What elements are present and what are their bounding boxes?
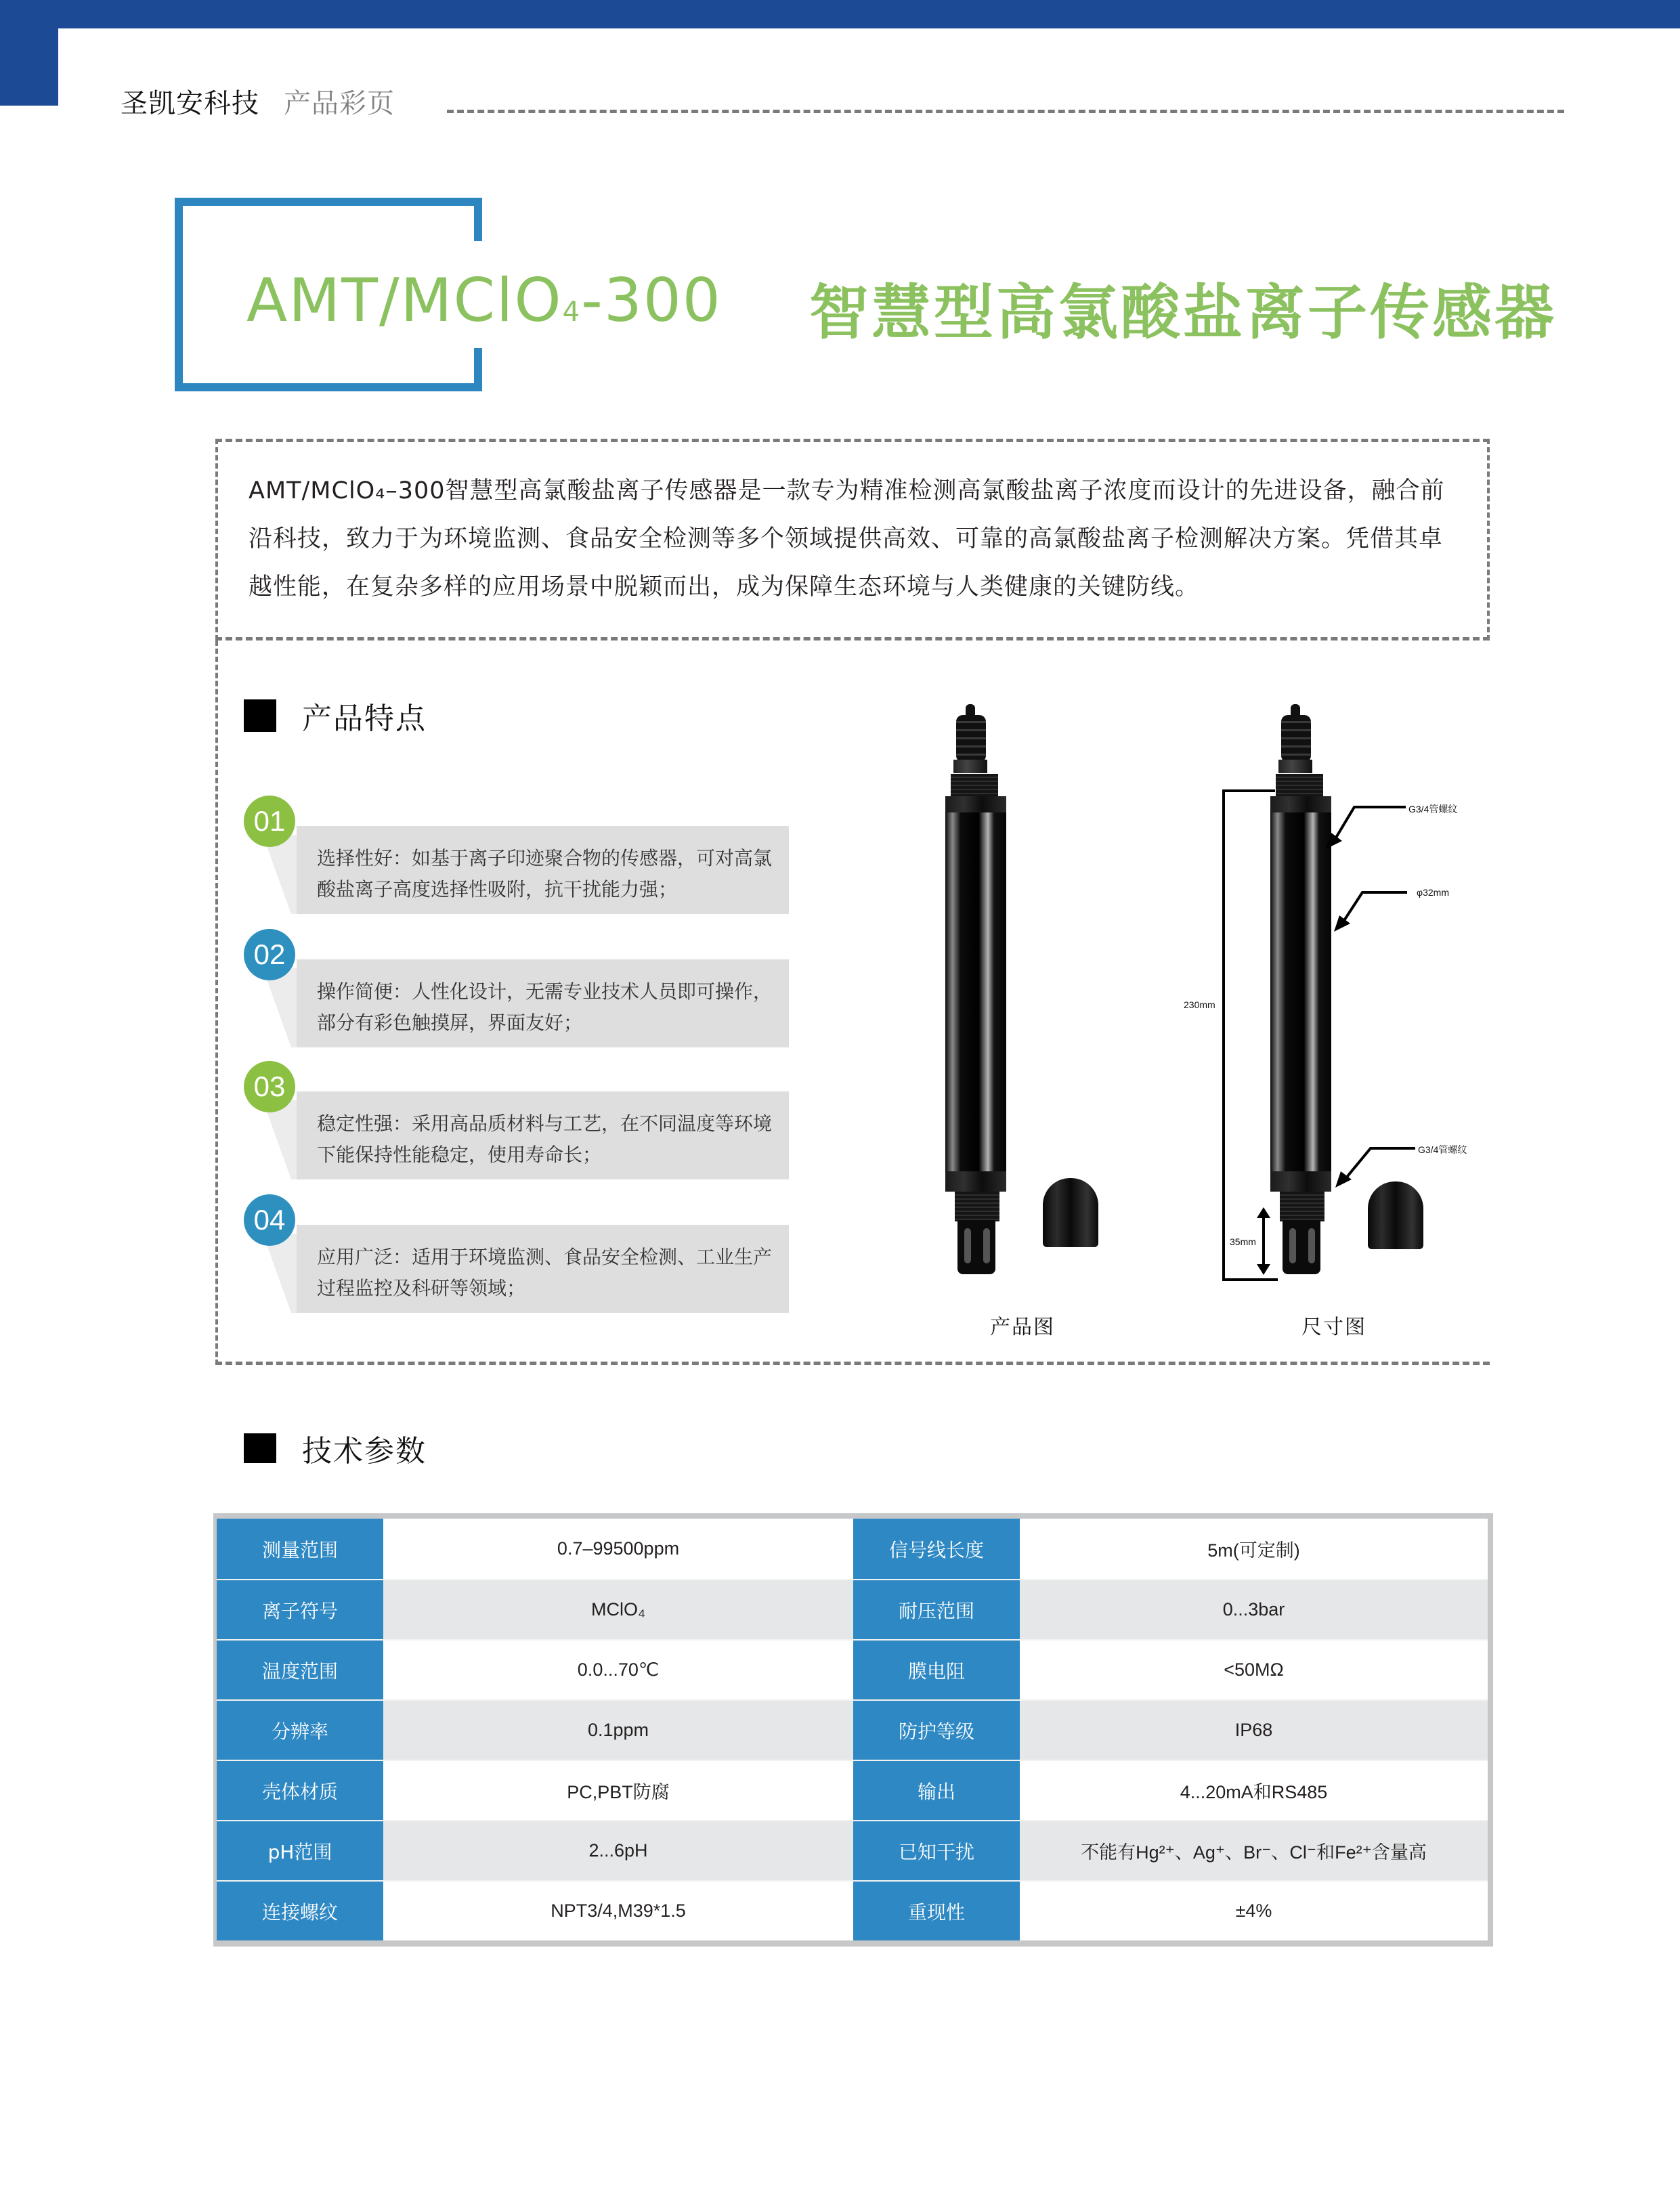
feature-number-badge: 01 [244,796,295,847]
spec-key: 分辨率 [217,1701,383,1760]
feature-text: 稳定性强：采用高品质材料与工艺，在不同温度等环境下能保持性能稳定，使用寿命长； [317,1112,773,1166]
table-row [217,1699,1488,1760]
heading-square-icon [244,1433,276,1463]
feature-shadow [259,968,299,1047]
top-banner-bar [0,0,1680,28]
feature-text: 操作简便：人性化设计，无需专业技术人员即可操作，部分有彩色触摸屏，界面友好； [317,980,773,1034]
spec-value: 不能有Hg²⁺、Ag⁺、Br⁻、Cl⁻和Fe²⁺含量高 [1020,1821,1488,1880]
top-thread-arrow-icon [1326,806,1407,850]
spec-key: 信号线长度 [853,1519,1020,1579]
spec-key: pH范围 [217,1821,383,1880]
spec-key: 重现性 [853,1882,1020,1940]
model-suffix: -300 [581,265,722,335]
spec-value: <50MΩ [1020,1641,1488,1699]
spec-key: 膜电阻 [853,1641,1020,1699]
feature-text: 应用广泛：适用于环境监测、食品安全检测、工业生产过程监控及科研等领域； [317,1246,773,1299]
spec-value: 5m(可定制) [1020,1519,1488,1579]
bottom-thread-arrow-icon [1335,1147,1417,1188]
protective-cap [1043,1178,1098,1247]
spec-key: 已知干扰 [853,1821,1020,1880]
spec-key: 壳体材质 [217,1761,383,1820]
table-row [217,1639,1488,1699]
spec-table [213,1513,1493,1947]
table-row [217,1579,1488,1639]
bottom-thread-label: G3/4管螺纹 [1418,1144,1467,1155]
table-row [217,1880,1488,1940]
title-bracket-corner [474,348,482,391]
length-dimension-line [1222,789,1275,792]
feature-item [244,796,792,951]
product-name: 智慧型高氯酸盐离子传感器 [809,278,1557,347]
feature-number-badge: 04 [244,1194,295,1246]
diameter-arrow-icon [1334,891,1408,932]
top-banner-tab [0,0,58,106]
table-row [217,1760,1488,1820]
spec-key: 连接螺纹 [217,1882,383,1940]
spec-value: NPT3/4,M39*1.5 [383,1882,853,1940]
diameter-label: φ32mm [1417,887,1449,898]
section-name: 产品彩页 [284,88,395,119]
spec-value: ±4% [1020,1882,1488,1940]
spec-value: 0...3bar [1020,1580,1488,1639]
page-header [121,80,395,121]
product-description: AMT/MClO₄–300智慧型高氯酸盐离子传感器是一款专为精准检测高氯酸盐离子浓度而设计的先进设备，融合前沿科技，致力于为环境监测、食品安全检测等多个领域提供高效、可靠的高氯酸盐离子检测解决方案。凭借其卓越性能，在复杂多样的应用场景中脱颖而出，成为保障生态环境与人类健康的关键防线。 [249,477,1445,601]
spec-value: 0.0...70℃ [383,1641,853,1699]
feature-shadow [259,1100,299,1179]
feature-number-badge: 03 [244,1061,295,1112]
model-prefix: AMT/MClO [246,265,563,335]
table-row [217,1519,1488,1579]
protective-cap [1368,1181,1423,1249]
product-model [246,265,722,335]
length-label: 230mm [1184,999,1215,1010]
header-divider [447,110,1564,113]
spec-key: 温度范围 [217,1641,383,1699]
dimension-image-caption: 尺寸图 [1301,1316,1366,1339]
spec-key: 防护等级 [853,1701,1020,1760]
spec-value: 0.1ppm [383,1701,853,1760]
feature-item [244,1194,792,1350]
spec-value: IP68 [1020,1701,1488,1760]
spec-value: 0.7–99500ppm [383,1519,853,1579]
length-dimension-line [1222,789,1225,1281]
features-heading-text: 产品特点 [302,701,427,736]
company-name: 圣凯安科技 [121,88,259,119]
feature-shadow [259,835,299,914]
feature-number-badge: 02 [244,929,295,980]
spec-value: MClO₄ [383,1580,853,1639]
tip-length-arrow-icon [1257,1207,1270,1275]
specs-heading [244,1427,427,1470]
table-row [217,1820,1488,1880]
feature-item [244,1061,792,1217]
spec-key: 输出 [853,1761,1020,1820]
feature-text: 选择性好：如基于离子印迹聚合物的传感器，可对高氯酸盐离子高度选择性吸附，抗干扰能力强； [317,847,773,900]
spec-value: 2...6pH [383,1821,853,1880]
features-heading [244,694,427,737]
title-bracket-corner [474,198,482,241]
product-image-caption: 产品图 [990,1316,1055,1339]
spec-key: 测量范围 [217,1519,383,1579]
spec-value: 4...20mA和RS485 [1020,1761,1488,1820]
spec-key: 离子符号 [217,1580,383,1639]
top-thread-label: G3/4管螺纹 [1408,804,1458,815]
heading-square-icon [244,699,276,732]
tip-length-label: 35mm [1230,1236,1256,1247]
spec-value: PC,PBT防腐 [383,1761,853,1820]
feature-shadow [259,1234,299,1313]
length-dimension-line [1222,1278,1278,1281]
spec-key: 耐压范围 [853,1580,1020,1639]
specs-heading-text: 技术参数 [302,1434,427,1469]
model-subscript: 4 [562,297,582,328]
